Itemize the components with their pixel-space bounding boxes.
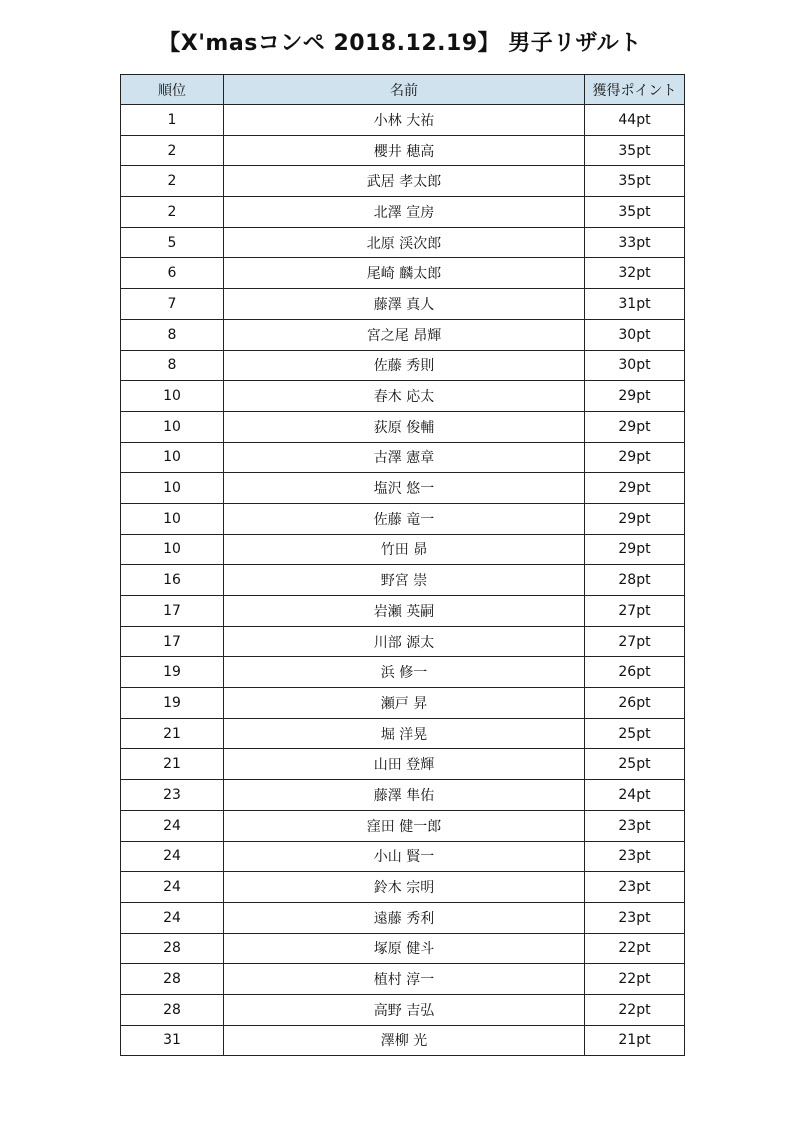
- points-cell: 28pt: [585, 565, 685, 596]
- table-row: [121, 780, 685, 811]
- name-cell: 小林 大祐: [224, 105, 585, 136]
- table-row: [121, 841, 685, 872]
- rank-cell: 24: [121, 841, 224, 872]
- rank-cell: 10: [121, 473, 224, 504]
- table-row: [121, 872, 685, 903]
- rank-cell: 8: [121, 350, 224, 381]
- name-cell: 澤柳 光: [224, 1025, 585, 1056]
- table-row: [121, 319, 685, 350]
- points-cell: 26pt: [585, 688, 685, 719]
- points-cell: 31pt: [585, 289, 685, 320]
- table-row: [121, 258, 685, 289]
- points-cell: 21pt: [585, 1025, 685, 1056]
- points-cell: 35pt: [585, 166, 685, 197]
- points-cell: 29pt: [585, 381, 685, 412]
- page-title: 【X'masコンペ 2018.12.19】 男子リザルト: [158, 31, 642, 56]
- rank-cell: 28: [121, 964, 224, 995]
- name-cell: 堀 洋晃: [224, 718, 585, 749]
- table-row: [121, 688, 685, 719]
- rank-cell: 23: [121, 780, 224, 811]
- rank-cell: 31: [121, 1025, 224, 1056]
- name-cell: 岩瀬 英嗣: [224, 596, 585, 627]
- table-row: [121, 626, 685, 657]
- name-cell: 北原 渓次郎: [224, 227, 585, 258]
- table-row: [121, 749, 685, 780]
- name-cell: 武居 孝太郎: [224, 166, 585, 197]
- name-cell: 佐藤 秀則: [224, 350, 585, 381]
- points-cell: 30pt: [585, 319, 685, 350]
- name-cell: 櫻井 穂高: [224, 135, 585, 166]
- points-cell: 23pt: [585, 810, 685, 841]
- rank-cell: 7: [121, 289, 224, 320]
- name-cell: 山田 登輝: [224, 749, 585, 780]
- table-row: [121, 105, 685, 136]
- rank-cell: 21: [121, 718, 224, 749]
- rank-cell: 19: [121, 688, 224, 719]
- rank-cell: 10: [121, 503, 224, 534]
- table-row: [121, 442, 685, 473]
- results-table-body: [121, 105, 685, 1056]
- rank-cell: 10: [121, 534, 224, 565]
- name-cell: 瀬戸 昇: [224, 688, 585, 719]
- name-cell: 高野 吉弘: [224, 994, 585, 1025]
- points-cell: 27pt: [585, 626, 685, 657]
- table-row: [121, 565, 685, 596]
- points-cell: 24pt: [585, 780, 685, 811]
- table-row: [121, 534, 685, 565]
- column-header-rank: 順位: [121, 75, 224, 105]
- rank-cell: 2: [121, 166, 224, 197]
- name-cell: 佐藤 竜一: [224, 503, 585, 534]
- name-cell: 小山 賢一: [224, 841, 585, 872]
- name-cell: 窪田 健一郎: [224, 810, 585, 841]
- points-cell: 22pt: [585, 994, 685, 1025]
- table-row: [121, 473, 685, 504]
- rank-cell: 10: [121, 411, 224, 442]
- table-row: [121, 503, 685, 534]
- table-row: [121, 994, 685, 1025]
- name-cell: 藤澤 真人: [224, 289, 585, 320]
- name-cell: 浜 修一: [224, 657, 585, 688]
- points-cell: 22pt: [585, 964, 685, 995]
- name-cell: 藤澤 隼佑: [224, 780, 585, 811]
- table-row: [121, 350, 685, 381]
- table-row: [121, 657, 685, 688]
- name-cell: 塩沢 悠一: [224, 473, 585, 504]
- name-cell: 塚原 健斗: [224, 933, 585, 964]
- points-cell: 29pt: [585, 473, 685, 504]
- points-cell: 44pt: [585, 105, 685, 136]
- table-row: [121, 135, 685, 166]
- table-row: [121, 197, 685, 228]
- points-cell: 23pt: [585, 872, 685, 903]
- column-header-points: 獲得ポイント: [585, 75, 685, 105]
- table-row: [121, 166, 685, 197]
- name-cell: 尾崎 麟太郎: [224, 258, 585, 289]
- rank-cell: 24: [121, 902, 224, 933]
- rank-cell: 16: [121, 565, 224, 596]
- rank-cell: 8: [121, 319, 224, 350]
- table-row: [121, 596, 685, 627]
- points-cell: 29pt: [585, 534, 685, 565]
- table-row: [121, 227, 685, 258]
- table-row: [121, 411, 685, 442]
- table-row: [121, 933, 685, 964]
- points-cell: 29pt: [585, 411, 685, 442]
- points-cell: 22pt: [585, 933, 685, 964]
- name-cell: 鈴木 宗明: [224, 872, 585, 903]
- rank-cell: 28: [121, 994, 224, 1025]
- rank-cell: 2: [121, 135, 224, 166]
- table-row: [121, 289, 685, 320]
- points-cell: 29pt: [585, 503, 685, 534]
- rank-cell: 28: [121, 933, 224, 964]
- column-header-name: 名前: [224, 75, 585, 105]
- name-cell: 遠藤 秀利: [224, 902, 585, 933]
- rank-cell: 21: [121, 749, 224, 780]
- rank-cell: 10: [121, 381, 224, 412]
- name-cell: 荻原 俊輔: [224, 411, 585, 442]
- points-cell: 35pt: [585, 135, 685, 166]
- name-cell: 北澤 宣房: [224, 197, 585, 228]
- rank-cell: 19: [121, 657, 224, 688]
- name-cell: 古澤 憲章: [224, 442, 585, 473]
- name-cell: 川部 源太: [224, 626, 585, 657]
- points-cell: 30pt: [585, 350, 685, 381]
- table-row: [121, 381, 685, 412]
- results-table: [120, 74, 685, 1056]
- rank-cell: 24: [121, 872, 224, 903]
- points-cell: 25pt: [585, 718, 685, 749]
- rank-cell: 24: [121, 810, 224, 841]
- table-row: [121, 1025, 685, 1056]
- rank-cell: 5: [121, 227, 224, 258]
- points-cell: 29pt: [585, 442, 685, 473]
- rank-cell: 1: [121, 105, 224, 136]
- table-header-row: [121, 75, 685, 105]
- points-cell: 33pt: [585, 227, 685, 258]
- table-row: [121, 718, 685, 749]
- points-cell: 27pt: [585, 596, 685, 627]
- name-cell: 野宮 崇: [224, 565, 585, 596]
- name-cell: 竹田 昴: [224, 534, 585, 565]
- rank-cell: 17: [121, 626, 224, 657]
- rank-cell: 6: [121, 258, 224, 289]
- table-row: [121, 964, 685, 995]
- points-cell: 26pt: [585, 657, 685, 688]
- points-cell: 23pt: [585, 841, 685, 872]
- name-cell: 春木 応太: [224, 381, 585, 412]
- points-cell: 32pt: [585, 258, 685, 289]
- name-cell: 植村 淳一: [224, 964, 585, 995]
- rank-cell: 2: [121, 197, 224, 228]
- points-cell: 35pt: [585, 197, 685, 228]
- rank-cell: 17: [121, 596, 224, 627]
- table-row: [121, 902, 685, 933]
- table-row: [121, 810, 685, 841]
- points-cell: 25pt: [585, 749, 685, 780]
- name-cell: 宮之尾 昂輝: [224, 319, 585, 350]
- points-cell: 23pt: [585, 902, 685, 933]
- rank-cell: 10: [121, 442, 224, 473]
